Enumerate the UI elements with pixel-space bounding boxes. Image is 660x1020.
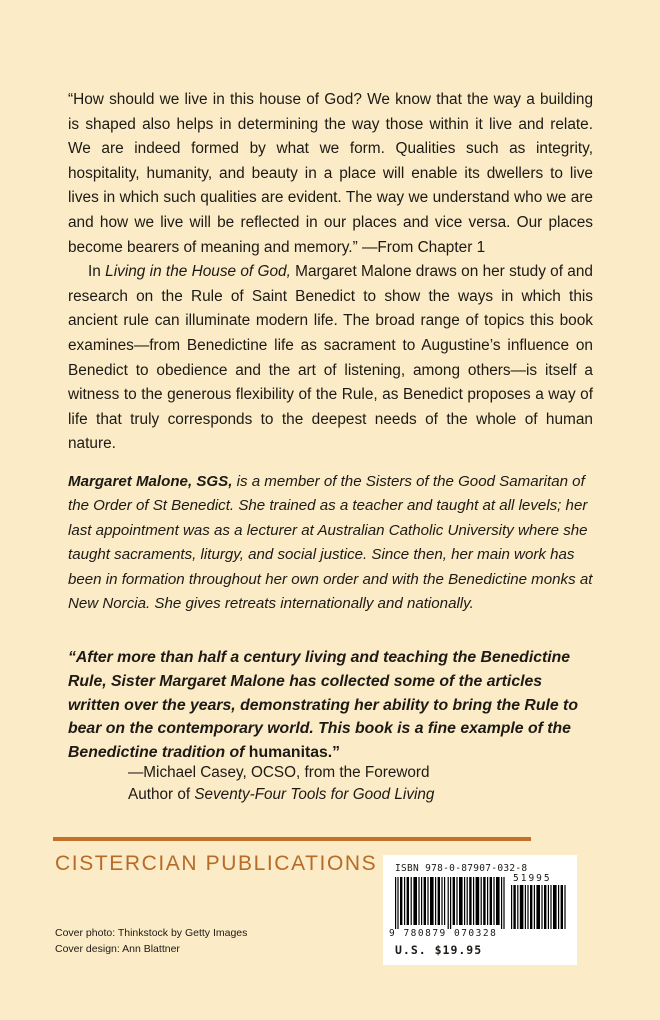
- attribution-book-title: Seventy-Four Tools for Good Living: [194, 786, 435, 803]
- author-name: Margaret Malone, SGS,: [68, 472, 233, 490]
- isbn-label: ISBN 978-0-87907-032-8: [395, 863, 528, 874]
- opening-quote: “How should we live in this house of God? We know that the way a building is shaped also helps in determining the way those within it live and relate. We are indeed formed by what we form. Qualities such as integrity, hospitality, humanity, and beauty in a place will enable its dwellers to live lives in which such qualities are evident. The way we understand who we are and how we live will be reflected in our places and vice versa. Our places become bearers of meaning and memory.”: [68, 91, 593, 256]
- endorsement-text: “After more than half a century living and teaching the Benedictine Rule, Sister Margaret Malone has collected some of the articles written over the years, demonstrating her ability to bring the Rule to bear on the contemporary world. This book is a fine example of the Benedictine tradition of: [68, 649, 578, 762]
- price-code: 51995: [513, 873, 552, 884]
- description-block: [68, 88, 593, 616]
- design-credit: Cover design: Ann Blattner: [55, 943, 180, 955]
- attribution-prefix: Author of: [128, 786, 195, 803]
- photo-credit: Cover photo: Thinkstock by Getty Images: [55, 927, 248, 939]
- author-bio-text: is a member of the Sisters of the Good Samaritan of the Order of St Benedict. She trained as a teacher and taught at all levels; her last appointment was as a lecturer at Australian Catholic University where she taught sacraments, liturgy, and social justice. Since then, her main work has been in formation throughout her own order and with the Benedictine monks at New Norcia. She gives retreats internationally and nationally.: [68, 472, 593, 612]
- attribution-author-line: [128, 784, 588, 806]
- price-barcode-icon: [511, 885, 567, 929]
- book-title: Living in the House of God,: [105, 263, 291, 281]
- summary-intro: In: [88, 263, 106, 281]
- author-bio: [68, 470, 593, 616]
- ean-digits: 9 780879 070328: [389, 928, 498, 939]
- barcode: [383, 855, 577, 965]
- endorsement-emphasis: humanitas.”: [248, 744, 341, 762]
- price-label: U.S. $19.95: [395, 943, 483, 957]
- publisher-name: CISTERCIAN PUBLICATIONS: [55, 852, 378, 875]
- ean-barcode-icon: [395, 877, 505, 929]
- opening-quote-paragraph: [68, 88, 593, 260]
- book-summary-paragraph: [68, 260, 593, 457]
- divider-rule: [53, 837, 531, 841]
- quote-source: —From Chapter 1: [357, 238, 486, 256]
- summary-text: Margaret Malone draws on her study of and research on the Rule of Saint Benedict to show the ways in which this ancient rule can illuminate modern life. The broad range of topics this book examines—from Benedictine life as sacrament to Augustine’s influence on Benedict to obedience and the art of listening, among others—is itself a witness to the generous flexibility of the Rule, as Benedict proposes a way of life that truly corresponds to the deepest needs of the whole of human nature.: [68, 263, 593, 453]
- endorsement-attribution: [128, 762, 588, 806]
- cover-credits: [55, 925, 247, 957]
- endorsement-quote: [68, 646, 593, 765]
- attribution-name: —Michael Casey, OCSO, from the Foreword: [128, 764, 430, 781]
